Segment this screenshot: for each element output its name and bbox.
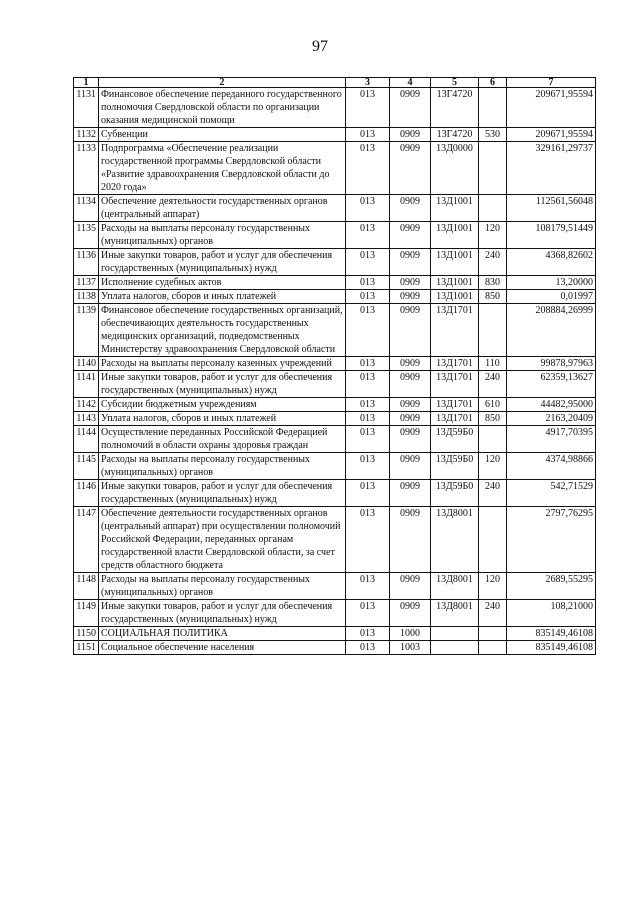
header-row bbox=[74, 78, 596, 88]
row-section-code: 0909 bbox=[390, 222, 431, 249]
row-amount: 4368,82602 bbox=[507, 249, 596, 276]
row-number: 1150 bbox=[74, 627, 99, 641]
table-row bbox=[74, 357, 596, 371]
header-col-4: 4 bbox=[390, 78, 431, 88]
page-number: 97 bbox=[312, 38, 328, 55]
row-amount: 209671,95594 bbox=[507, 128, 596, 142]
row-target-code: 13Д59Б0 bbox=[431, 453, 479, 480]
table-row bbox=[74, 142, 596, 195]
row-amount: 108,21000 bbox=[507, 600, 596, 627]
row-name: Расходы на выплаты персоналу казенных учреждений bbox=[99, 357, 346, 371]
row-number: 1139 bbox=[74, 304, 99, 357]
row-expense-type: 240 bbox=[479, 371, 507, 398]
row-section-code: 0909 bbox=[390, 573, 431, 600]
table-row bbox=[74, 195, 596, 222]
row-name: Субсидии бюджетным учреждениям bbox=[99, 398, 346, 412]
row-expense-type bbox=[479, 426, 507, 453]
table-row bbox=[74, 600, 596, 627]
row-name: Финансовое обеспечение переданного государственного полномочия Свердловской области по организации оказания медицинской помощи bbox=[99, 88, 346, 128]
row-target-code: 13Г4720 bbox=[431, 128, 479, 142]
row-expense-type bbox=[479, 641, 507, 655]
row-amount: 208884,26999 bbox=[507, 304, 596, 357]
table-row bbox=[74, 276, 596, 290]
row-ministry-code: 013 bbox=[346, 276, 390, 290]
row-expense-type: 240 bbox=[479, 249, 507, 276]
row-target-code bbox=[431, 627, 479, 641]
row-amount: 4917,70395 bbox=[507, 426, 596, 453]
row-number: 1141 bbox=[74, 371, 99, 398]
row-section-code: 0909 bbox=[390, 195, 431, 222]
row-expense-type: 850 bbox=[479, 412, 507, 426]
table-row bbox=[74, 426, 596, 453]
row-expense-type: 110 bbox=[479, 357, 507, 371]
row-section-code: 0909 bbox=[390, 304, 431, 357]
row-target-code bbox=[431, 641, 479, 655]
table-row bbox=[74, 304, 596, 357]
row-target-code: 13Д1701 bbox=[431, 371, 479, 398]
table-row bbox=[74, 641, 596, 655]
table-row bbox=[74, 249, 596, 276]
table-row bbox=[74, 627, 596, 641]
row-amount: 44482,95000 bbox=[507, 398, 596, 412]
row-amount: 835149,46108 bbox=[507, 627, 596, 641]
row-target-code: 13Д1001 bbox=[431, 290, 479, 304]
row-name: Обеспечение деятельности государственных органов (центральный аппарат) bbox=[99, 195, 346, 222]
table-row bbox=[74, 412, 596, 426]
row-target-code: 13Д1001 bbox=[431, 249, 479, 276]
row-target-code: 13Г4720 bbox=[431, 88, 479, 128]
row-expense-type: 240 bbox=[479, 480, 507, 507]
row-name: СОЦИАЛЬНАЯ ПОЛИТИКА bbox=[99, 627, 346, 641]
table-row bbox=[74, 480, 596, 507]
row-amount: 112561,56048 bbox=[507, 195, 596, 222]
row-expense-type bbox=[479, 304, 507, 357]
header-col-2: 2 bbox=[99, 78, 346, 88]
table-row bbox=[74, 573, 596, 600]
row-ministry-code: 013 bbox=[346, 507, 390, 573]
row-ministry-code: 013 bbox=[346, 222, 390, 249]
row-section-code: 0909 bbox=[390, 357, 431, 371]
row-target-code: 13Д59Б0 bbox=[431, 426, 479, 453]
row-number: 1143 bbox=[74, 412, 99, 426]
row-target-code: 13Д1001 bbox=[431, 195, 479, 222]
row-number: 1132 bbox=[74, 128, 99, 142]
table-row bbox=[74, 507, 596, 573]
row-number: 1146 bbox=[74, 480, 99, 507]
row-number: 1144 bbox=[74, 426, 99, 453]
row-ministry-code: 013 bbox=[346, 426, 390, 453]
row-number: 1135 bbox=[74, 222, 99, 249]
row-name: Субвенции bbox=[99, 128, 346, 142]
row-amount: 2797,76295 bbox=[507, 507, 596, 573]
table-row bbox=[74, 290, 596, 304]
row-amount: 62359,13627 bbox=[507, 371, 596, 398]
row-expense-type: 610 bbox=[479, 398, 507, 412]
table-row bbox=[74, 453, 596, 480]
row-target-code: 13Д0000 bbox=[431, 142, 479, 195]
row-amount: 0,01997 bbox=[507, 290, 596, 304]
row-target-code: 13Д1701 bbox=[431, 304, 479, 357]
row-number: 1149 bbox=[74, 600, 99, 627]
header-col-7: 7 bbox=[507, 78, 596, 88]
row-amount: 4374,98866 bbox=[507, 453, 596, 480]
row-number: 1151 bbox=[74, 641, 99, 655]
row-section-code: 0909 bbox=[390, 480, 431, 507]
row-number: 1133 bbox=[74, 142, 99, 195]
row-expense-type: 120 bbox=[479, 222, 507, 249]
row-number: 1148 bbox=[74, 573, 99, 600]
row-number: 1145 bbox=[74, 453, 99, 480]
row-ministry-code: 013 bbox=[346, 290, 390, 304]
row-target-code: 13Д8001 bbox=[431, 600, 479, 627]
row-ministry-code: 013 bbox=[346, 357, 390, 371]
row-expense-type bbox=[479, 142, 507, 195]
row-section-code: 0909 bbox=[390, 507, 431, 573]
row-name: Осуществление переданных Российской Федерацией полномочий в области охраны здоровья граждан bbox=[99, 426, 346, 453]
row-name: Расходы на выплаты персоналу государственных (муниципальных) органов bbox=[99, 573, 346, 600]
row-number: 1142 bbox=[74, 398, 99, 412]
row-amount: 13,20000 bbox=[507, 276, 596, 290]
header-col-5: 5 bbox=[431, 78, 479, 88]
row-section-code: 0909 bbox=[390, 412, 431, 426]
row-ministry-code: 013 bbox=[346, 480, 390, 507]
row-target-code: 13Д59Б0 bbox=[431, 480, 479, 507]
row-number: 1140 bbox=[74, 357, 99, 371]
row-amount: 2163,20409 bbox=[507, 412, 596, 426]
row-section-code: 0909 bbox=[390, 276, 431, 290]
table-row bbox=[74, 128, 596, 142]
row-section-code: 0909 bbox=[390, 371, 431, 398]
row-name: Обеспечение деятельности государственных органов (центральный аппарат) при осуществлении полномочий Российской Федерации, переданных органам государственной власти Свердловской области, за счет средств областного бюджета bbox=[99, 507, 346, 573]
row-ministry-code: 013 bbox=[346, 304, 390, 357]
row-target-code: 13Д8001 bbox=[431, 573, 479, 600]
row-name: Уплата налогов, сборов и иных платежей bbox=[99, 412, 346, 426]
row-ministry-code: 013 bbox=[346, 453, 390, 480]
row-number: 1147 bbox=[74, 507, 99, 573]
row-expense-type bbox=[479, 195, 507, 222]
row-ministry-code: 013 bbox=[346, 600, 390, 627]
row-expense-type: 120 bbox=[479, 573, 507, 600]
row-name: Иные закупки товаров, работ и услуг для обеспечения государственных (муниципальных) нужд bbox=[99, 371, 346, 398]
row-amount: 542,71529 bbox=[507, 480, 596, 507]
budget-table bbox=[73, 77, 596, 655]
row-section-code: 0909 bbox=[390, 426, 431, 453]
row-expense-type: 240 bbox=[479, 600, 507, 627]
row-target-code: 13Д1001 bbox=[431, 276, 479, 290]
row-target-code: 13Д1001 bbox=[431, 222, 479, 249]
row-number: 1131 bbox=[74, 88, 99, 128]
row-section-code: 0909 bbox=[390, 88, 431, 128]
row-name: Социальное обеспечение населения bbox=[99, 641, 346, 655]
row-ministry-code: 013 bbox=[346, 249, 390, 276]
row-section-code: 1000 bbox=[390, 627, 431, 641]
table-row bbox=[74, 222, 596, 249]
row-ministry-code: 013 bbox=[346, 195, 390, 222]
row-section-code: 0909 bbox=[390, 142, 431, 195]
row-target-code: 13Д1701 bbox=[431, 357, 479, 371]
row-amount: 209671,95594 bbox=[507, 88, 596, 128]
row-ministry-code: 013 bbox=[346, 573, 390, 600]
row-expense-type bbox=[479, 88, 507, 128]
row-expense-type: 530 bbox=[479, 128, 507, 142]
row-amount: 108179,51449 bbox=[507, 222, 596, 249]
header-col-6: 6 bbox=[479, 78, 507, 88]
header-col-1: 1 bbox=[74, 78, 99, 88]
table-row bbox=[74, 371, 596, 398]
table-row bbox=[74, 88, 596, 128]
row-section-code: 0909 bbox=[390, 128, 431, 142]
row-name: Иные закупки товаров, работ и услуг для обеспечения государственных (муниципальных) нужд bbox=[99, 600, 346, 627]
row-section-code: 0909 bbox=[390, 290, 431, 304]
row-ministry-code: 013 bbox=[346, 398, 390, 412]
row-name: Иные закупки товаров, работ и услуг для обеспечения государственных (муниципальных) нужд bbox=[99, 480, 346, 507]
row-name: Финансовое обеспечение государственных организаций, обеспечивающих деятельность государственных медицинских организаций, подведомственных Министерству здравоохранения Свердловской области bbox=[99, 304, 346, 357]
row-ministry-code: 013 bbox=[346, 641, 390, 655]
row-ministry-code: 013 bbox=[346, 371, 390, 398]
row-number: 1136 bbox=[74, 249, 99, 276]
row-amount: 835149,46108 bbox=[507, 641, 596, 655]
row-amount: 99878,97963 bbox=[507, 357, 596, 371]
table-row bbox=[74, 398, 596, 412]
row-ministry-code: 013 bbox=[346, 142, 390, 195]
row-expense-type: 850 bbox=[479, 290, 507, 304]
row-ministry-code: 013 bbox=[346, 88, 390, 128]
row-section-code: 0909 bbox=[390, 600, 431, 627]
row-name: Подпрограмма «Обеспечение реализации государственной программы Свердловской области «Развитие здравоохранения Свердловской области до 2020 года» bbox=[99, 142, 346, 195]
row-section-code: 0909 bbox=[390, 249, 431, 276]
row-ministry-code: 013 bbox=[346, 412, 390, 426]
row-name: Уплата налогов, сборов и иных платежей bbox=[99, 290, 346, 304]
row-amount: 329161,29737 bbox=[507, 142, 596, 195]
row-ministry-code: 013 bbox=[346, 128, 390, 142]
row-section-code: 1003 bbox=[390, 641, 431, 655]
row-number: 1134 bbox=[74, 195, 99, 222]
row-target-code: 13Д8001 bbox=[431, 507, 479, 573]
row-expense-type bbox=[479, 507, 507, 573]
row-number: 1137 bbox=[74, 276, 99, 290]
row-amount: 2689,55295 bbox=[507, 573, 596, 600]
row-target-code: 13Д1701 bbox=[431, 412, 479, 426]
row-expense-type: 120 bbox=[479, 453, 507, 480]
row-name: Расходы на выплаты персоналу государственных (муниципальных) органов bbox=[99, 453, 346, 480]
row-section-code: 0909 bbox=[390, 453, 431, 480]
row-name: Исполнение судебных актов bbox=[99, 276, 346, 290]
row-section-code: 0909 bbox=[390, 398, 431, 412]
header-col-3: 3 bbox=[346, 78, 390, 88]
row-expense-type bbox=[479, 627, 507, 641]
row-number: 1138 bbox=[74, 290, 99, 304]
row-ministry-code: 013 bbox=[346, 627, 390, 641]
table-header bbox=[74, 78, 596, 88]
row-name: Иные закупки товаров, работ и услуг для обеспечения государственных (муниципальных) нужд bbox=[99, 249, 346, 276]
table-body bbox=[74, 88, 596, 655]
row-name: Расходы на выплаты персоналу государственных (муниципальных) органов bbox=[99, 222, 346, 249]
row-expense-type: 830 bbox=[479, 276, 507, 290]
row-target-code: 13Д1701 bbox=[431, 398, 479, 412]
